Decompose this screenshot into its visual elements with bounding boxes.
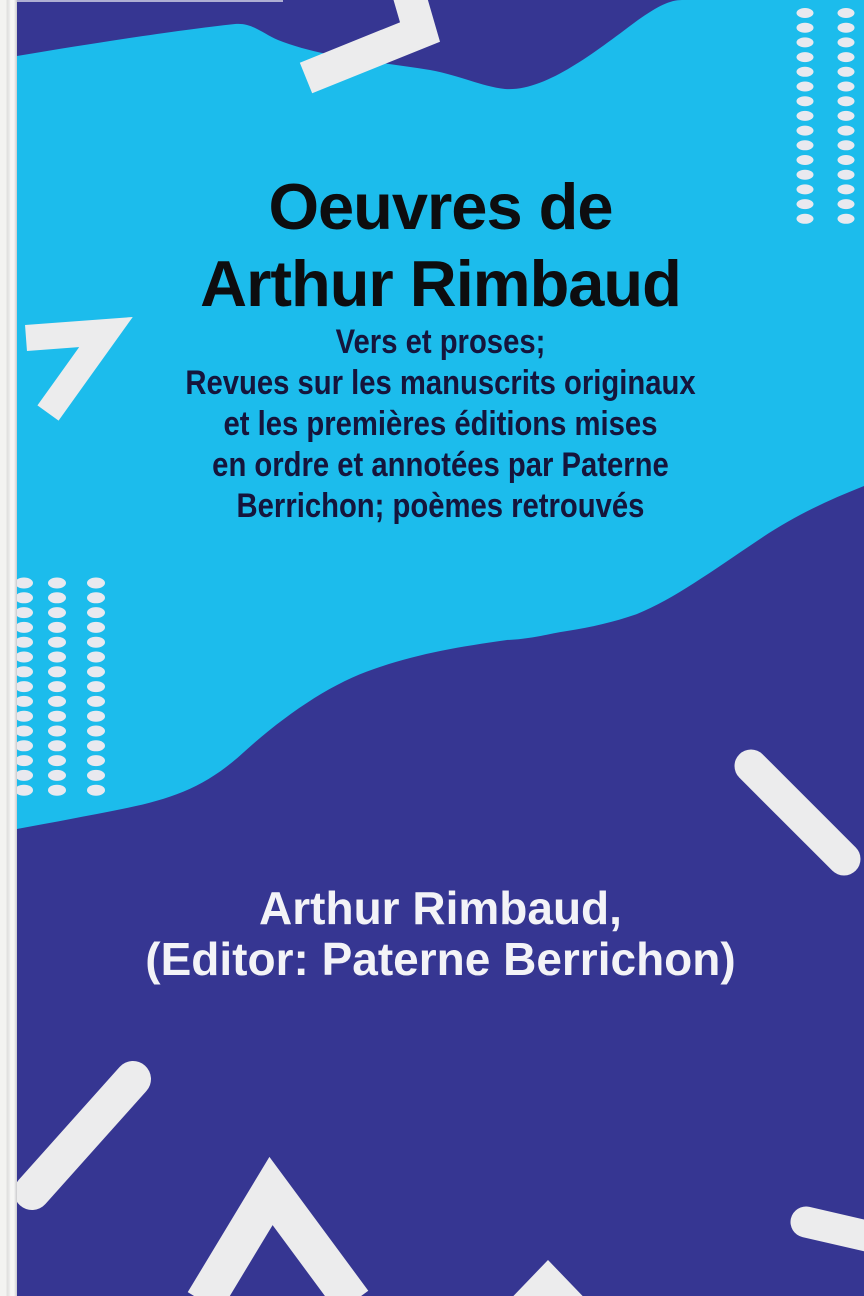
author-line-1: Arthur Rimbaud, — [259, 882, 622, 934]
page-edge-strip — [0, 0, 17, 1296]
subtitle-line: Berrichon; poèmes retrouvés — [236, 487, 645, 525]
bar-bottom-right-icon — [806, 1222, 864, 1240]
book-title — [17, 168, 864, 322]
subtitle-line: Vers et proses; — [335, 323, 546, 361]
book-subtitle — [17, 322, 864, 527]
author-line-2: (Editor: Paterne Berrichon) — [145, 933, 736, 985]
title-line-1: Oeuvres de — [268, 170, 613, 243]
subtitle-line: et les premières éditions mises — [223, 405, 658, 443]
cover-top-edge-highlight — [17, 0, 283, 2]
subtitle-line: Revues sur les manuscrits originaux — [185, 364, 696, 402]
author-credit — [17, 883, 864, 985]
dot-pattern-left — [15, 578, 105, 796]
subtitle-line: en ordre et annotées par Paterne — [212, 446, 669, 484]
title-line-2: Arthur Rimbaud — [200, 247, 681, 320]
